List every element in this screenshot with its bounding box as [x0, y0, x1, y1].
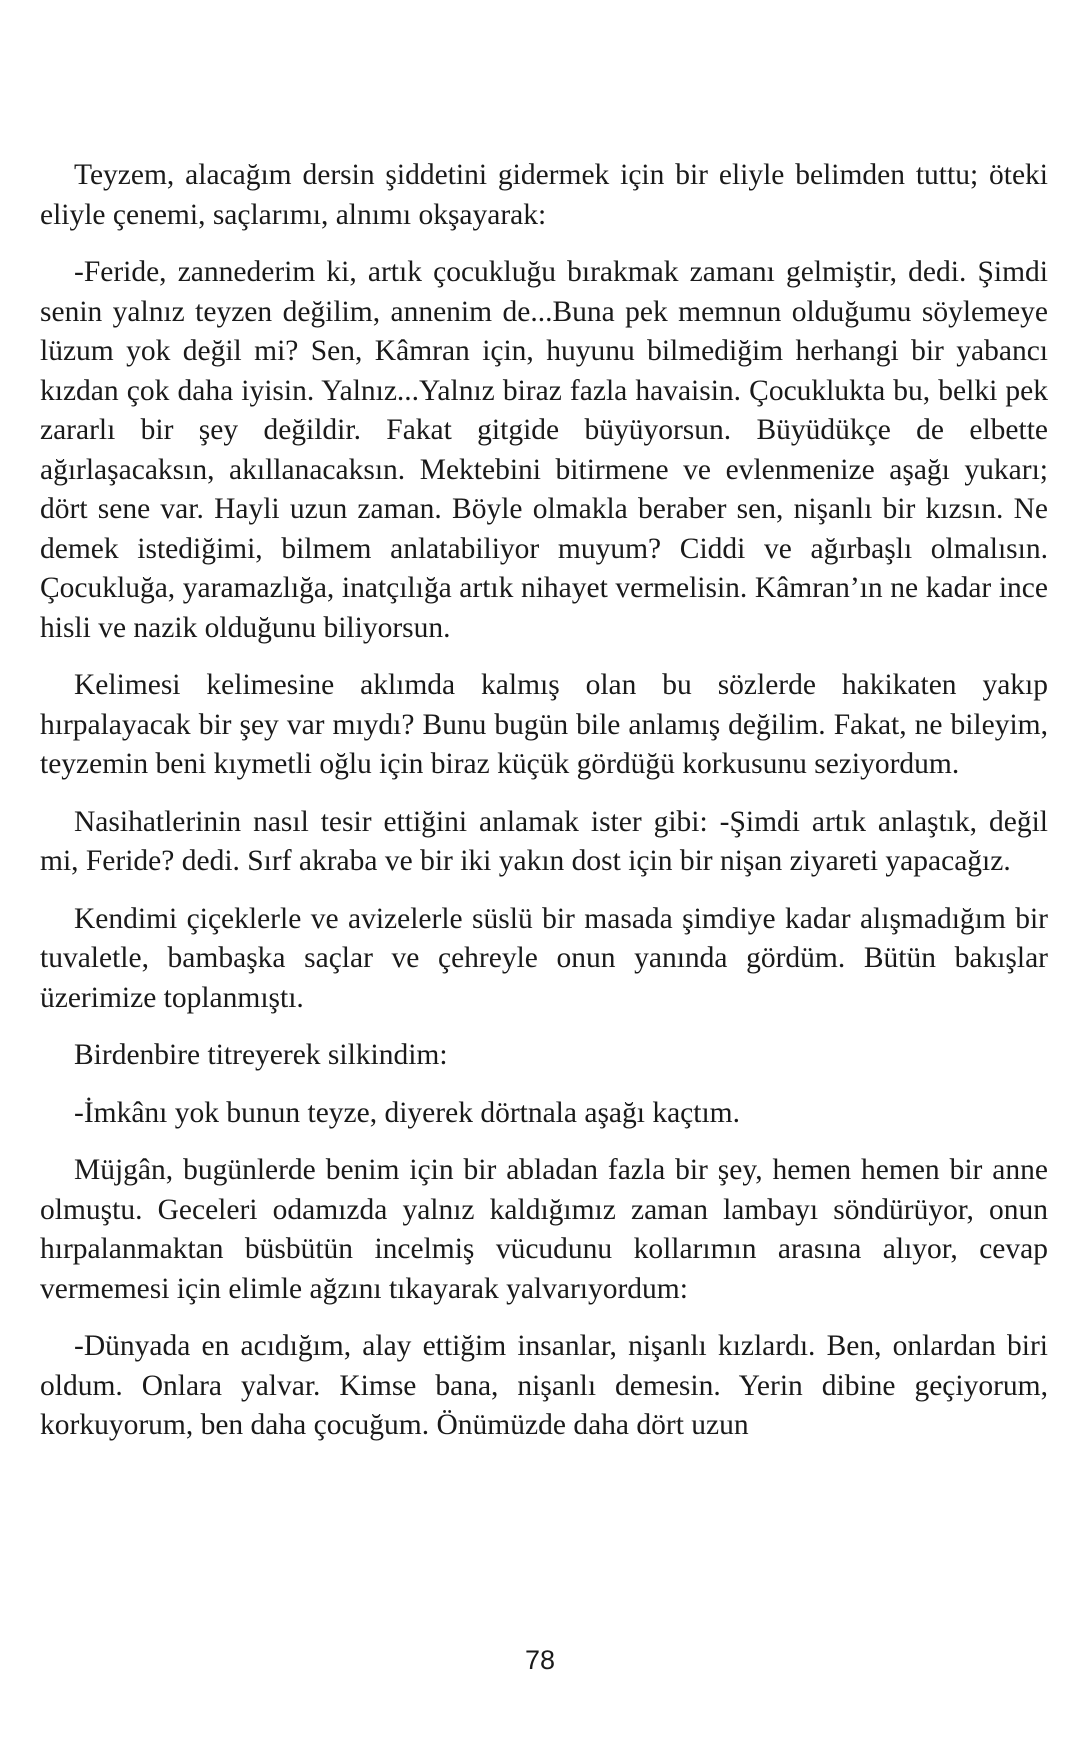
- paragraph: Birdenbire titreyerek silkindim:: [74, 1039, 448, 1071]
- paragraph: -İmkânı yok bunun teyze, diyerek dörtnala aşağı kaçtım.: [74, 1096, 740, 1129]
- paragraph: Nasihatlerinin nasıl tesir ettiğini anlamak ister gibi: -Şimdi artık anlaştık, değil mi, Feride? dedi. Sırf akraba ve bir iki yakın dost için bir nişan ziyareti yapacağız.: [40, 805, 1048, 877]
- paragraph: Teyzem, alacağım dersin şiddetini gidermek için bir eliyle belimden tuttu; öteki eliyle çenemi, saçlarımı, alnımı okşayarak:: [40, 159, 1048, 231]
- paragraph: Müjgân, bugünlerde benim için bir abladan fazla bir şey, hemen hemen bir anne olmuştu. Geceleri odamızda yalnız kaldığımız zaman lambayı söndürüyor, onun hırpalanmaktan büsbütün incelmiş vücudunu kollarımın arasına alıyor, cevap vermemesi için elimle ağzını tıkayarak yalvarıyordum:: [40, 1154, 1048, 1305]
- paragraph: -Feride, zannederim ki, artık çocukluğu bırakmak zamanı gelmiştir, dedi. Şimdi senin yalnız teyzen değilim, annenim de...Buna pek memnun olduğumu söylemeye lüzum yok değil mi? Sen, Kâmran için, huyunu bilmediğim herhangi bir yabancı kızdan çok daha iyisin. Yalnız...Yalnız biraz fazla havaisin. Çocuklukta bu, belki pek zararlı bir şey değildir. Fakat gitgide büyüyorsun. Büyüdükçe de elbette ağırlaşacaksın, akıllanacaksın. Mektebini bitirmene ve evlenmenize aşağı yukarı; dört sene var. Hayli uzun zaman. Böyle olmakla beraber sen, nişanlı bir kızsın. Ne demek istediğimi, bilmem anlatabiliyor muyum? Ciddi ve ağırbaşlı olmalısın. Çocukluğa, yaramazlığa, inatçılığa artık nihayet vermelisin. Kâmran’ın ne kadar ince hisli ve nazik olduğunu biliyorsun.: [40, 256, 1048, 644]
- paragraph: Kelimesi kelimesine aklımda kalmış olan bu sözlerde hakikaten yakıp hırpalayacak bir şey var mıydı? Bunu bugün bile anlamış değilim. Fakat, ne bileyim, teyzemin beni kıymetli oğlu için biraz küçük gördüğü korkusunu seziyordum.: [40, 669, 1048, 780]
- paragraph: Kendimi çiçeklerle ve avizelerle süslü bir masada şimdiye kadar alışmadığım bir tuvaletle, bambaşka saçlar ve çehreyle onun yanında gördüm. Bütün bakışlar üzerimize toplanmıştı.: [40, 902, 1048, 1014]
- page-number: 78: [524, 1645, 556, 1675]
- page-body-text: [40, 156, 1048, 1464]
- paragraph: -Dünyada en acıdığım, alay ettiğim insanlar, nişanlı kızlardı. Ben, onlardan biri oldum. Onlara yalvar. Kimse bana, nişanlı demesin. Yerin dibine geçiyorum, korkuyorum, ben daha çocuğum. Önümüzde daha dört uzun: [40, 1330, 1048, 1441]
